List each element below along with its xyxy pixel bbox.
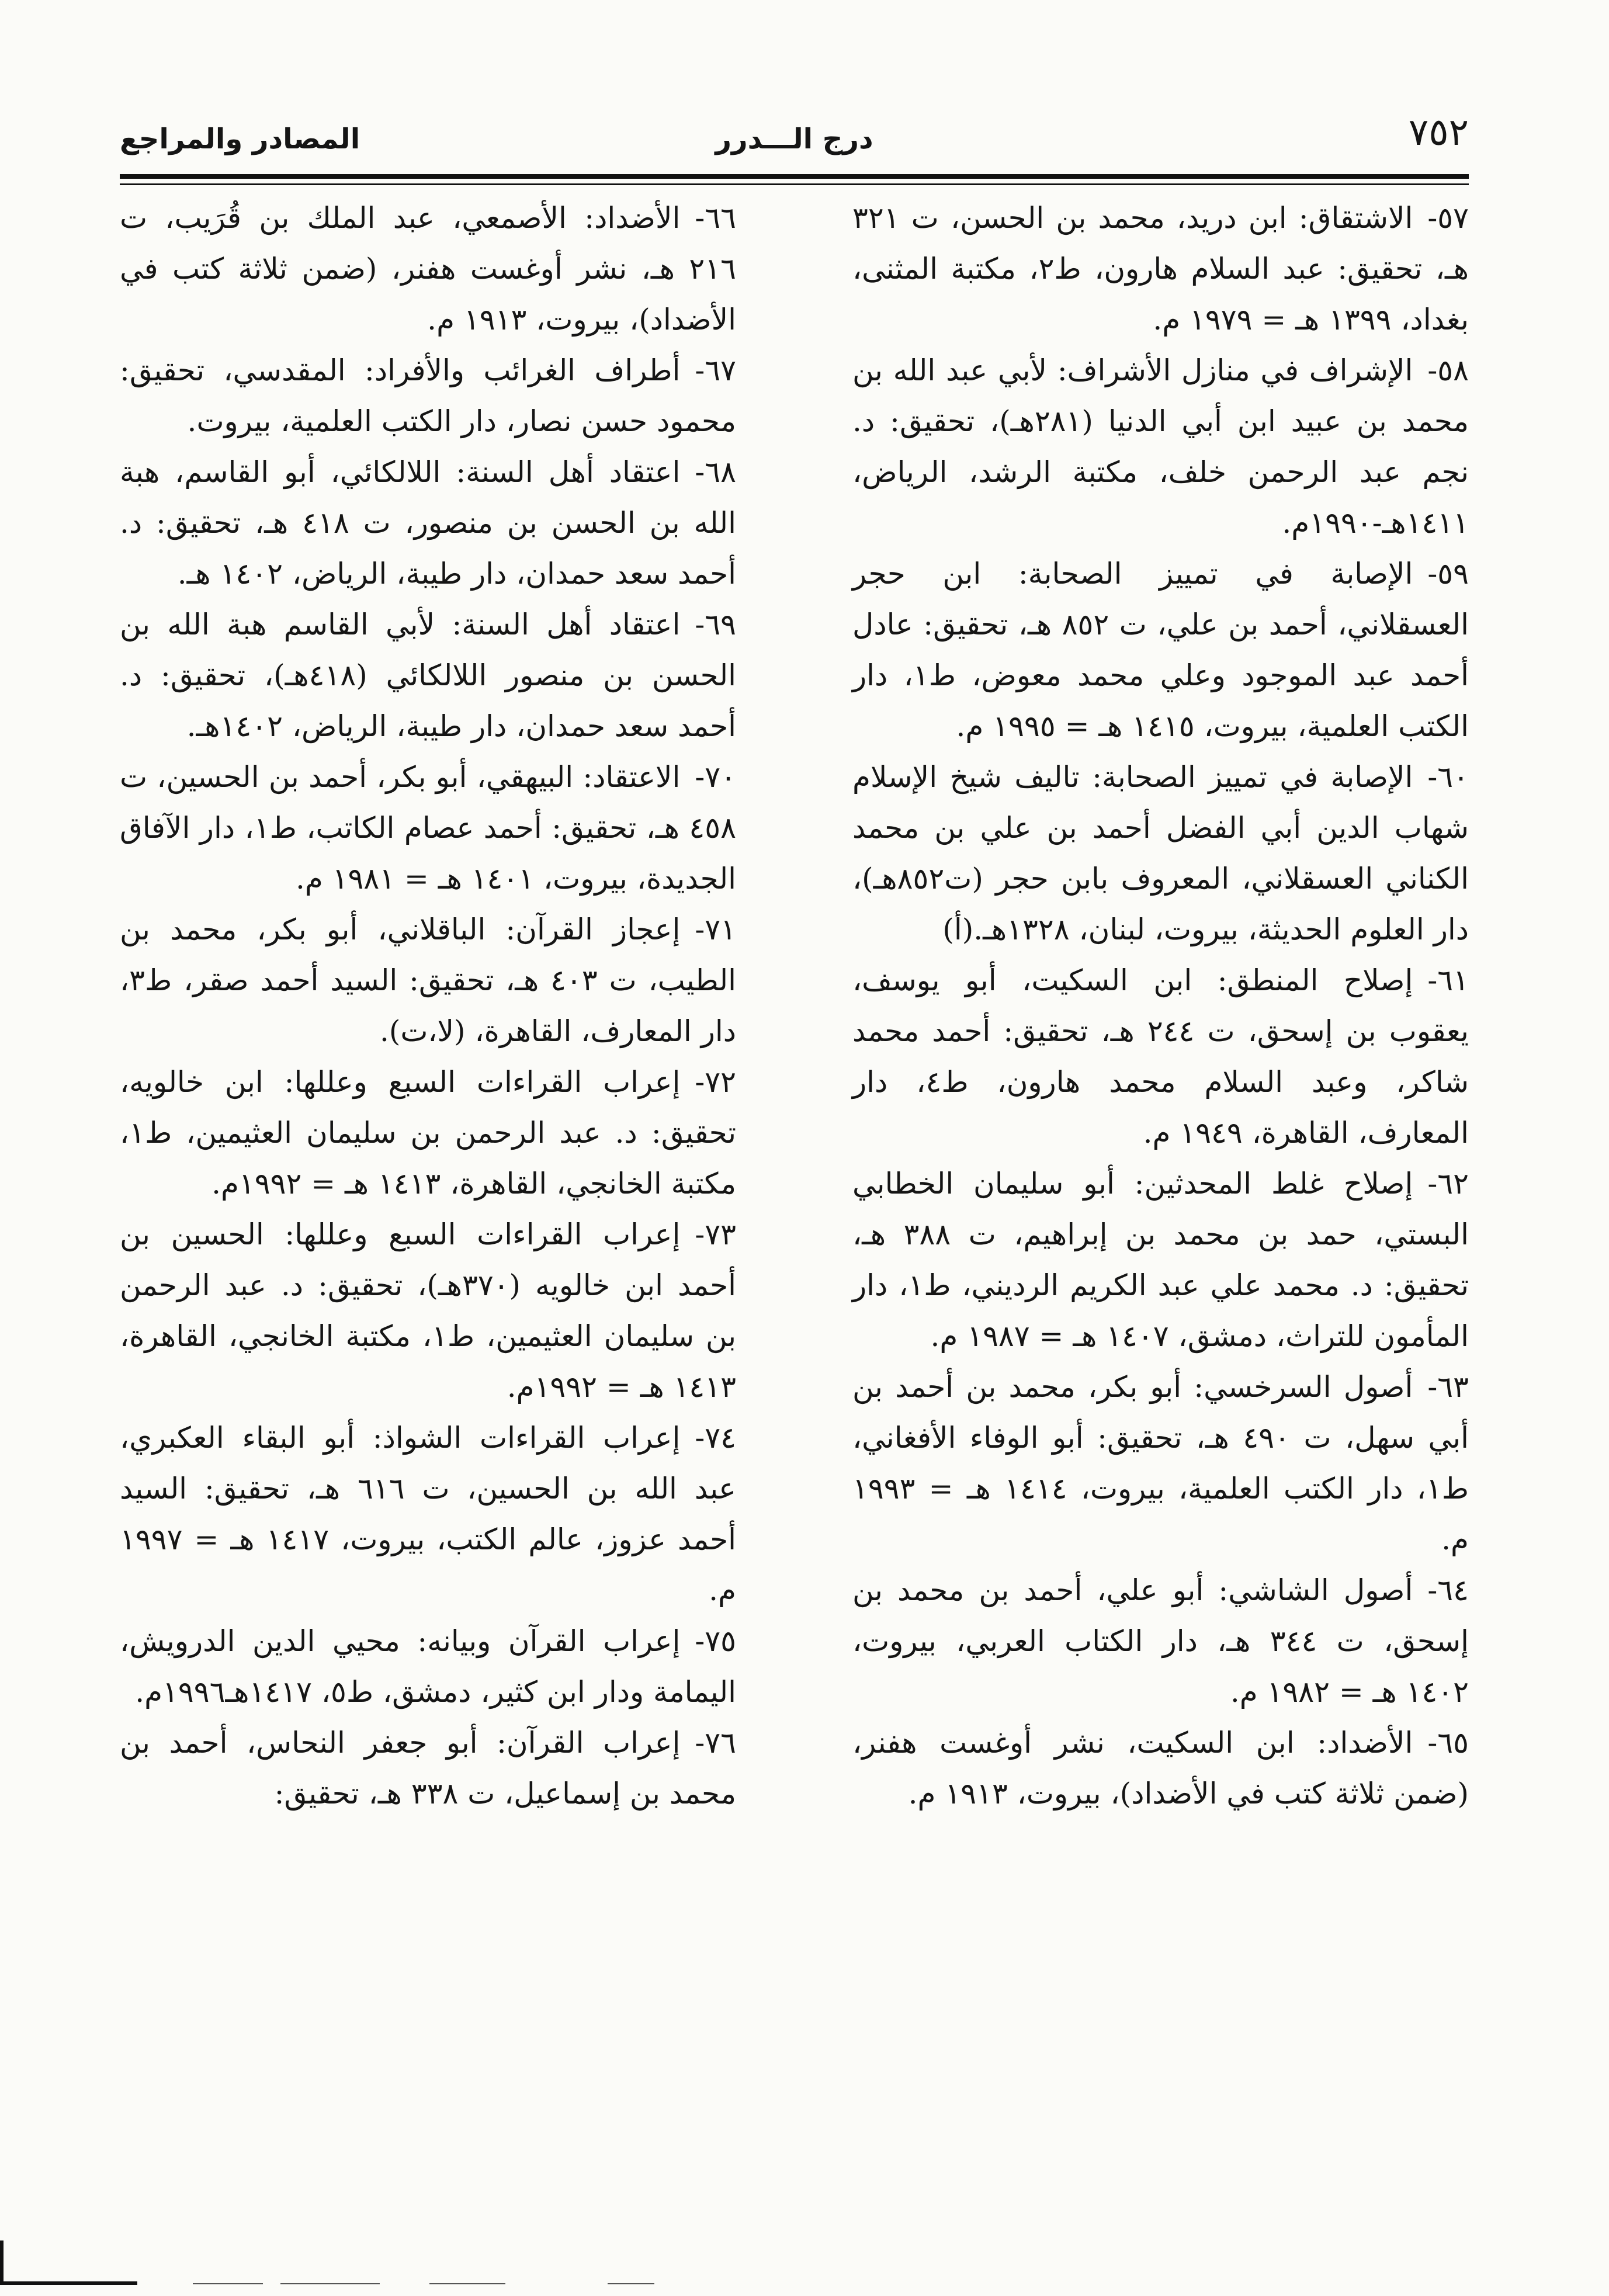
entry-text: إصلاح المنطق: ابن السكيت، أبو يوسف، يعقوب بن إسحق، ت ٢٤٤ هـ، تحقيق: أحمد محمد شاكر، وعبد السلام محمد هارون، ط٤، دار المعارف، القاهرة، ١٩٤٩ م. [852, 963, 1469, 1150]
reference-entry [120, 193, 736, 345]
reference-entry [120, 1616, 736, 1718]
left-column [120, 193, 736, 1819]
entry-number: ٥٨- [1427, 353, 1469, 387]
scan-artifact-line [193, 2283, 263, 2284]
entry-text: الإشراف في منازل الأشراف: لأبي عبد الله بن محمد بن عبيد ابن أبي الدنيا (٢٨١هـ)، تحقيق: د. نجم عبد الرحمن خلف، مكتبة الرشد، الرياض، ١٤١١هـ-١٩٩٠م. [852, 353, 1469, 540]
reference-entry [852, 345, 1469, 549]
reference-entry [120, 1057, 736, 1209]
reference-entry [852, 1565, 1469, 1718]
crop-mark [0, 2240, 4, 2283]
crop-mark [0, 2281, 137, 2285]
reference-entry [120, 1413, 736, 1616]
entry-text: الإصابة في تمييز الصحابة: تاليف شيخ الإسلام شهاب الدين أبي الفضل أحمد بن علي بن محمد الكناني العسقلاني، المعروف بابن حجر (ت٨٥٢هـ)، دار العلوم الحديثة، بيروت، لبنان، ١٣٢٨هـ.(أ) [852, 760, 1469, 946]
entry-number: ٦٦- [695, 201, 736, 235]
entry-text: الاعتقاد: البيهقي، أبو بكر، أحمد بن الحسين، ت ٤٥٨ هـ، تحقيق: أحمد عصام الكاتب، ط١، دار الآفاق الجديدة، بيروت، ١٤٠١ هـ = ١٩٨١ م. [120, 760, 736, 896]
entry-number: ٧٢- [695, 1065, 736, 1099]
scan-artifact-line [280, 2283, 380, 2284]
entry-number: ٧٥- [695, 1624, 736, 1658]
entry-number: ٦٤- [1427, 1573, 1469, 1607]
entry-text: أصول الشاشي: أبو علي، أحمد بن محمد بن إسحق، ت ٣٤٤ هـ، دار الكتاب العربي، بيروت، ١٤٠٢ هـ = ١٩٨٢ م. [852, 1573, 1469, 1709]
book-title: درج الـــدرر [715, 123, 873, 155]
reference-entry [120, 752, 736, 904]
header-rule-thick [120, 174, 1469, 179]
reference-entry [852, 1362, 1469, 1565]
reference-entry [120, 345, 736, 447]
reference-entry [120, 447, 736, 599]
reference-entry [852, 549, 1469, 752]
entry-number: ٥٩- [1427, 557, 1469, 591]
entry-number: ٥٧- [1427, 201, 1469, 235]
entry-number: ٦٧- [695, 353, 736, 387]
reference-entry [852, 1159, 1469, 1362]
entry-text: إصلاح غلط المحدثين: أبو سليمان الخطابي البستي، حمد بن محمد بن إبراهيم، ت ٣٨٨ هـ، تحقيق: د. محمد علي عبد الكريم الرديني، ط١، دار المأمون للتراث، دمشق، ١٤٠٧ هـ = ١٩٨٧ م. [852, 1167, 1469, 1353]
reference-entry [852, 193, 1469, 345]
entry-text: إعراب القرآن: أبو جعفر النحاس، أحمد بن محمد بن إسماعيل، ت ٣٣٨ هـ، تحقيق: [120, 1726, 736, 1811]
entry-number: ٦٠- [1427, 760, 1469, 794]
entry-text: اعتقاد أهل السنة: لأبي القاسم هبة الله بن الحسن بن منصور اللالكائي (٤١٨هـ)، تحقيق: د. أحمد سعد حمدان، دار طيبة، الرياض، ١٤٠٢هـ. [120, 608, 736, 743]
entry-number: ٦٥- [1427, 1726, 1469, 1760]
scan-artifact-line [608, 2283, 654, 2284]
entry-number: ٧١- [695, 913, 736, 946]
entry-number: ٧٠- [695, 760, 736, 794]
section-title: المصادر والمراجع [120, 123, 360, 155]
entry-text: إعجاز القرآن: الباقلاني، أبو بكر، محمد بن الطيب، ت ٤٠٣ هـ، تحقيق: السيد أحمد صقر، ط٣، دار المعارف، القاهرة، (لا،ت). [120, 913, 736, 1048]
right-column [852, 193, 1469, 1819]
entry-number: ٦٣- [1427, 1370, 1469, 1404]
reference-entry [120, 1718, 736, 1819]
entry-number: ٦٢- [1427, 1167, 1469, 1201]
page-number: ٧٥٢ [1408, 111, 1469, 154]
header-rule-thin [120, 183, 1469, 185]
entry-text: أصول السرخسي: أبو بكر، محمد بن أحمد بن أبي سهل، ت ٤٩٠ هـ، تحقيق: أبو الوفاء الأفغاني، ط١، دار الكتب العلمية، بيروت، ١٤١٤ هـ = ١٩٩٣ م. [852, 1370, 1469, 1556]
entry-number: ٦٨- [695, 455, 736, 489]
entry-text: الاشتقاق: ابن دريد، محمد بن الحسن، ت ٣٢١ هـ، تحقيق: عبد السلام هارون، ط٢، مكتبة المثنى، بغداد، ١٣٩٩ هـ = ١٩٧٩ م. [852, 201, 1469, 337]
reference-entry [852, 1718, 1469, 1819]
scan-artifact-line [429, 2283, 505, 2284]
reference-entry [852, 955, 1469, 1159]
page-header [120, 111, 1469, 164]
entry-number: ٦١- [1427, 963, 1469, 997]
entry-text: الأضداد: الأصمعي، عبد الملك بن قُرَيب، ت ٢١٦ هـ، نشر أوغست هفنر، (ضمن ثلاثة كتب في الأضداد)، بيروت، ١٩١٣ م. [120, 201, 736, 337]
reference-entry [852, 752, 1469, 955]
entry-number: ٧٦- [695, 1726, 736, 1760]
reference-entry [120, 1209, 736, 1413]
reference-entry [120, 599, 736, 752]
entry-text: إعراب القرآن وبيانه: محيي الدين الدرويش، اليمامة ودار ابن كثير، دمشق، ط٥، ١٤١٧هـ١٩٩٦م. [120, 1624, 736, 1709]
entry-text: أطراف الغرائب والأفراد: المقدسي، تحقيق: محمود حسن نصار، دار الكتب العلمية، بيروت. [120, 353, 736, 438]
entry-text: الإصابة في تمييز الصحابة: ابن حجر العسقلاني، أحمد بن علي، ت ٨٥٢ هـ، تحقيق: عادل أحمد عبد الموجود وعلي محمد معوض، ط١، دار الكتب العلمية، بيروت، ١٤١٥ هـ = ١٩٩٥ م. [852, 557, 1469, 743]
entry-number: ٧٤- [695, 1421, 736, 1455]
reference-entry [120, 904, 736, 1057]
entry-text: إعراب القراءات الشواذ: أبو البقاء العكبري، عبد الله بن الحسين، ت ٦١٦ هـ، تحقيق: السيد أحمد عزوز، عالم الكتب، بيروت، ١٤١٧ هـ = ١٩٩٧ م. [120, 1421, 736, 1607]
entry-text: إعراب القراءات السبع وعللها: الحسين بن أحمد ابن خالويه (٣٧٠هـ)، تحقيق: د. عبد الرحمن بن سليمان العثيمين، ط١، مكتبة الخانجي، القاهرة، ١٤١٣ هـ = ١٩٩٢م. [120, 1218, 736, 1404]
entry-number: ٦٩- [695, 608, 736, 641]
entry-text: اعتقاد أهل السنة: اللالكائي، أبو القاسم، هبة الله بن الحسن بن منصور، ت ٤١٨ هـ، تحقيق: د. أحمد سعد حمدان، دار طيبة، الرياض، ١٤٠٢ هـ. [120, 455, 736, 591]
entry-text: إعراب القراءات السبع وعللها: ابن خالويه، تحقيق: د. عبد الرحمن بن سليمان العثيمين، ط١، مكتبة الخانجي، القاهرة، ١٤١٣ هـ = ١٩٩٢م. [120, 1065, 736, 1201]
entry-text: الأضداد: ابن السكيت، نشر أوغست هفنر، (ضمن ثلاثة كتب في الأضداد)، بيروت، ١٩١٣ م. [852, 1726, 1469, 1811]
entry-number: ٧٣- [695, 1218, 736, 1251]
